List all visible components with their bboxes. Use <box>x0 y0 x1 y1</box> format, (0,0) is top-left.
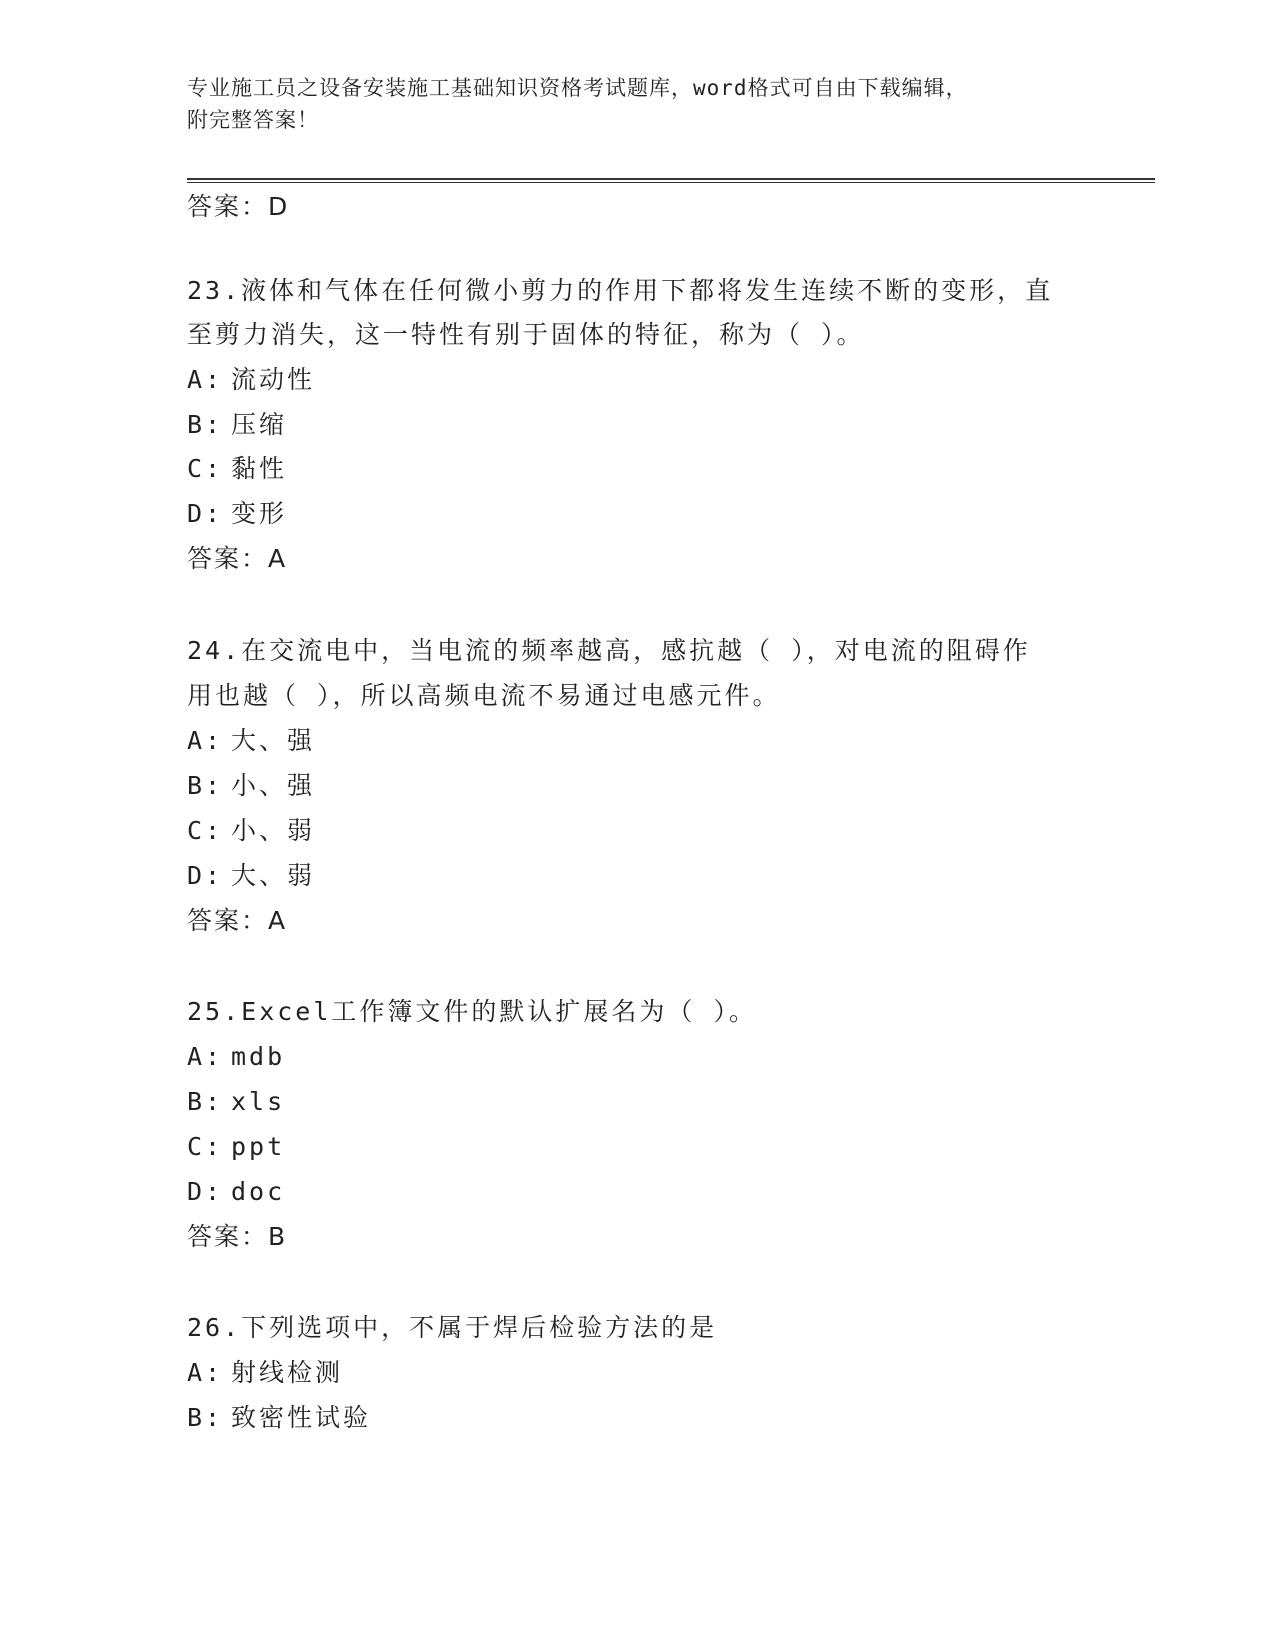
option-letter: B: <box>187 1403 224 1432</box>
question-25-option-c <box>187 1130 285 1164</box>
question-23-option-c <box>187 452 287 486</box>
option-letter: D: <box>187 1177 224 1206</box>
option-letter: A: <box>187 1042 224 1071</box>
header-line-1: 专业施工员之设备安装施工基础知识资格考试题库，word格式可自由下载编辑， <box>187 76 968 100</box>
option-text: 射线检测 <box>231 1358 344 1387</box>
question-25-stem-line-1: 25.Excel工作簿文件的默认扩展名为（ ）。 <box>187 997 757 1026</box>
option-letter: B: <box>187 1087 224 1116</box>
question-24-answer: 答案：A <box>187 906 288 935</box>
option-letter: A: <box>187 365 224 394</box>
question-24-option-b <box>187 769 315 803</box>
option-text: 小、强 <box>231 771 316 800</box>
option-text: 流动性 <box>231 365 316 394</box>
option-text: 变形 <box>231 499 288 528</box>
question-26-option-b <box>187 1401 371 1435</box>
option-text: 压缩 <box>231 410 288 439</box>
question-23-option-a <box>187 363 315 397</box>
question-24-stem-line-1: 24.在交流电中，当电流的频率越高，感抗越（ ），对电流的阻碍作 <box>187 636 1031 665</box>
header-line-2: 附完整答案！ <box>187 108 319 132</box>
option-text: 大、强 <box>231 726 316 755</box>
option-letter: D: <box>187 861 224 890</box>
question-23-answer: 答案：A <box>187 544 288 573</box>
document-header <box>187 72 1087 136</box>
option-letter: B: <box>187 771 224 800</box>
question-24-option-d <box>187 859 315 893</box>
option-text: 黏性 <box>231 454 288 483</box>
option-letter: D: <box>187 499 224 528</box>
question-23-stem-line-1: 23.液体和气体在任何微小剪力的作用下都将发生连续不断的变形，直 <box>187 276 1054 305</box>
option-text: doc <box>231 1177 286 1206</box>
option-text: ppt <box>231 1132 286 1161</box>
option-letter: A: <box>187 1358 224 1387</box>
question-24-option-a <box>187 724 315 758</box>
option-letter: B: <box>187 410 224 439</box>
question-26-option-a <box>187 1356 343 1390</box>
option-text: xls <box>231 1087 286 1116</box>
question-25-option-b <box>187 1085 285 1119</box>
option-text: 致密性试验 <box>231 1403 372 1432</box>
question-25-answer: 答案：B <box>187 1222 288 1251</box>
question-23-option-b <box>187 408 287 442</box>
question-23-stem-line-2: 至剪力消失，这一特性有别于固体的特征，称为（ ）。 <box>187 320 865 349</box>
header-double-rule <box>187 178 1155 183</box>
question-23-option-d <box>187 497 287 531</box>
answer-line: 答案：D <box>187 192 290 221</box>
question-26-stem-line-1: 26.下列选项中，不属于焊后检验方法的是 <box>187 1313 718 1342</box>
question-25-option-a <box>187 1040 285 1074</box>
option-letter: C: <box>187 816 224 845</box>
option-letter: C: <box>187 454 224 483</box>
option-text: 小、弱 <box>231 816 316 845</box>
option-text: 大、弱 <box>231 861 316 890</box>
option-letter: C: <box>187 1132 224 1161</box>
question-24-option-c <box>187 814 315 848</box>
option-letter: A: <box>187 726 224 755</box>
question-25-option-d <box>187 1175 285 1209</box>
question-24-stem-line-2: 用也越（ ），所以高频电流不易通过电感元件。 <box>187 681 781 710</box>
option-text: mdb <box>231 1042 286 1071</box>
